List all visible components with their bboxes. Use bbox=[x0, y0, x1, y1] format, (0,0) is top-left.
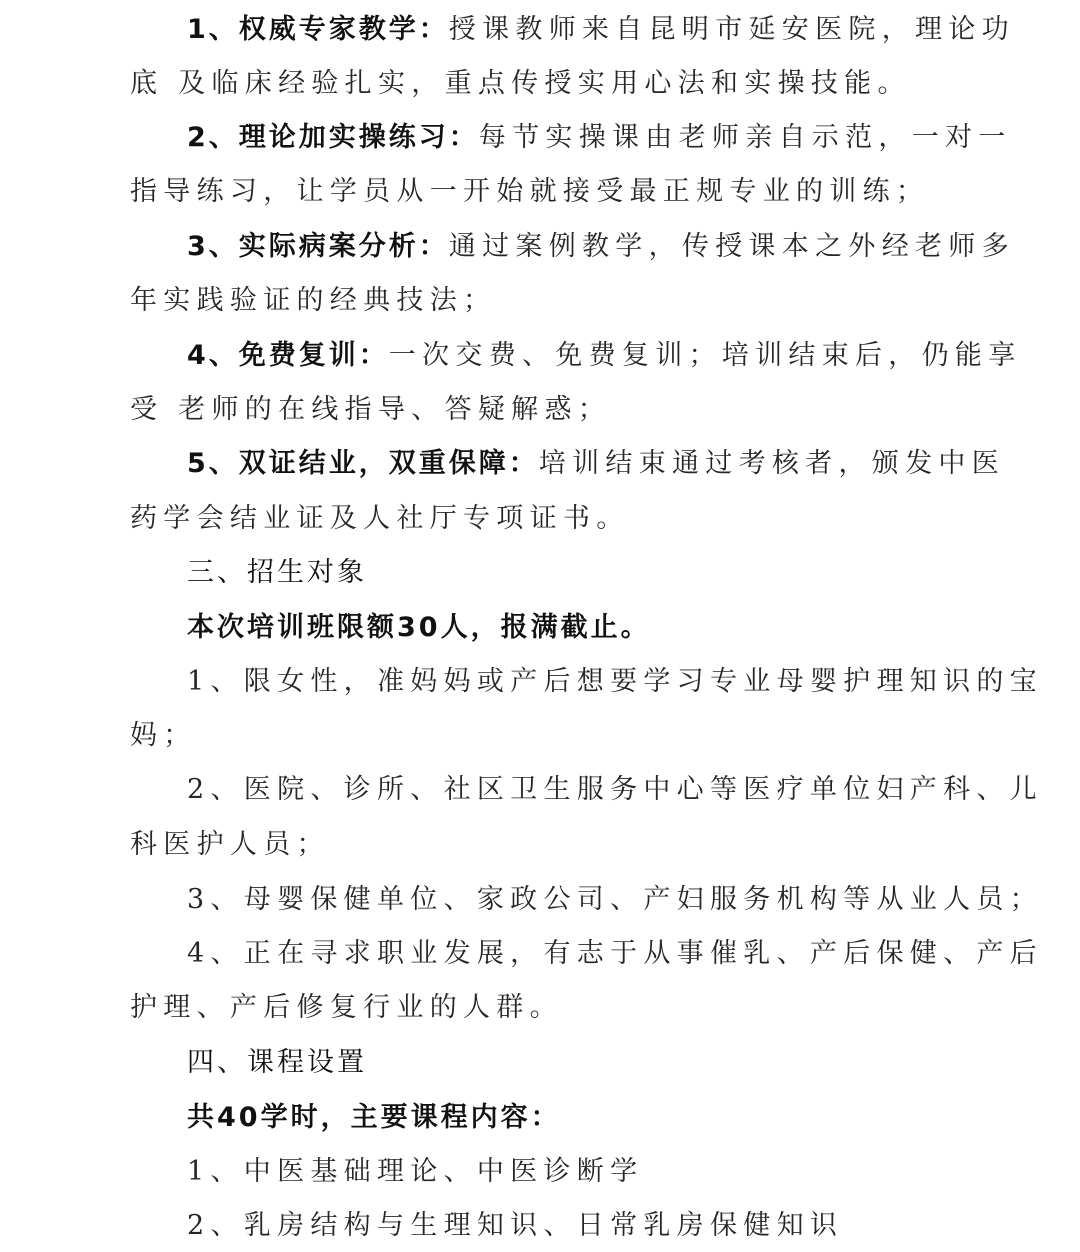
feature-item-3-number: 3、 bbox=[187, 231, 239, 262]
enrollment-item-2-line2: 科医护人员； bbox=[130, 829, 330, 860]
feature-item-4-line2: 受 老师的在线指导、答疑解惑； bbox=[130, 394, 612, 425]
section-four-summary: 共40学时，主要课程内容： bbox=[187, 1102, 561, 1133]
feature-item-4-number: 4、 bbox=[187, 340, 239, 371]
enrollment-item-1-line1: 1、限女性，准妈妈或产后想要学习专业母婴护理知识的宝 bbox=[187, 666, 1043, 697]
section-three-summary: 本次培训班限额30人，报满截止。 bbox=[187, 612, 651, 643]
enrollment-item-4-line1: 4、正在寻求职业发展，有志于从事催乳、产后保健、产后 bbox=[187, 938, 1043, 969]
feature-item-3-text: 通过案例教学，传授课本之外经老师多 bbox=[448, 231, 1015, 262]
feature-item-5-line2: 药学会结业证及人社厅专项证书。 bbox=[130, 503, 630, 534]
feature-item-4-line1 bbox=[187, 336, 1022, 376]
feature-item-5-line1 bbox=[187, 444, 1005, 484]
enrollment-item-2-line1: 2、医院、诊所、社区卫生服务中心等医疗单位妇产科、儿 bbox=[187, 774, 1043, 805]
feature-item-2-line1 bbox=[187, 118, 1012, 158]
section-four-heading: 四、课程设置 bbox=[187, 1047, 367, 1078]
feature-item-5-number: 5、 bbox=[187, 448, 239, 479]
feature-item-5-text: 培训结束通过考核者，颁发中医 bbox=[538, 448, 1005, 479]
feature-item-3-title: 实际病案分析： bbox=[238, 231, 449, 262]
feature-item-1-number: 1、 bbox=[187, 14, 239, 45]
feature-item-4-title: 免费复训： bbox=[238, 340, 389, 371]
enrollment-item-1-line2: 妈； bbox=[130, 720, 197, 751]
feature-item-2-line2: 指导练习，让学员从一开始就接受最正规专业的训练； bbox=[130, 176, 930, 207]
feature-item-1-title: 权威专家教学： bbox=[238, 14, 449, 45]
course-item-1: 1、中医基础理论、中医诊断学 bbox=[187, 1156, 644, 1187]
feature-item-1-text: 授课教师来自昆明市延安医院，理论功 bbox=[448, 14, 1015, 45]
feature-item-5-title: 双证结业，双重保障： bbox=[238, 448, 539, 479]
enrollment-item-4-line2: 护理、产后修复行业的人群。 bbox=[130, 992, 563, 1023]
feature-item-2-title: 理论加实操练习： bbox=[238, 122, 479, 153]
feature-item-1-line2: 底 及临床经验扎实，重点传授实用心法和实操技能。 bbox=[130, 68, 911, 99]
feature-item-2-text: 每节实操课由老师亲自示范，一对一 bbox=[478, 122, 1012, 153]
feature-item-4-text: 一次交费、免费复训；培训结束后，仍能享 bbox=[388, 340, 1022, 371]
feature-item-1-line1 bbox=[187, 10, 1015, 50]
feature-item-2-number: 2、 bbox=[187, 122, 239, 153]
section-three-heading: 三、招生对象 bbox=[187, 557, 367, 588]
enrollment-item-3-line1: 3、母婴保健单位、家政公司、产妇服务机构等从业人员； bbox=[187, 884, 1043, 915]
feature-item-3-line2: 年实践验证的经典技法； bbox=[130, 285, 497, 316]
feature-item-3-line1 bbox=[187, 227, 1015, 267]
course-item-2: 2、乳房结构与生理知识、日常乳房保健知识 bbox=[187, 1210, 844, 1241]
